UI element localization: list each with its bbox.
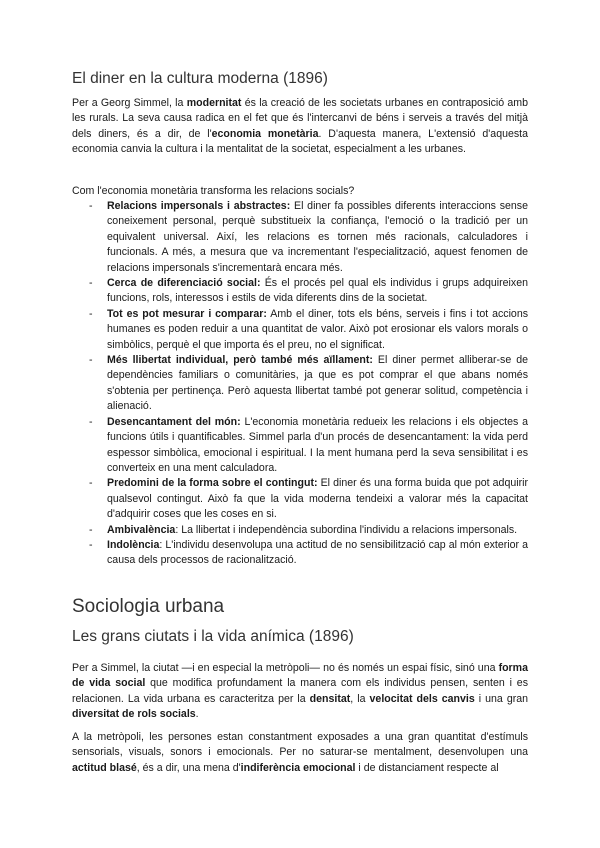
question-line: Com l'economia monetària transforma les relacions socials?	[72, 185, 355, 197]
section-heading-money-culture: El diner en la cultura moderna (1896)	[72, 70, 328, 87]
list-item: - Predomini de la forma sobre el contingut: El diner és una forma buida que pot adquirir qualsevol contingut. Això fa que la vida moderna tendeixi a valorar més la capacitat d'adquirir coses que les coses en si.	[89, 477, 528, 521]
list-item: - Desencantament del món: L'economia monetària redueix les relacions i els objectes a funcions útils i quantificables. Simmel parla d'un procés de desencantament: la vida perd espessor simbòlica, emocional i espiritual. I la ment humana perd la seva sensibilitat i es converteix en una ment calculadora.	[89, 415, 528, 474]
bullet-list	[72, 199, 528, 569]
dash-marker: -	[89, 477, 93, 490]
metropolis-paragraph: A la metròpoli, les persones estan constantment exposades a una gran quantitat d'estímuls sensorials, visuals, sonors i emocionals. Per no saturar-se mentalment, desenvolupen una actitud blasé, és a dir, una mena d'indiferència emocional i de distanciament respecte al	[72, 731, 528, 774]
list-item: - Ambivalència: La llibertat i independència subordina l'individu a relacions impersonals.	[72, 523, 528, 538]
dash-marker: -	[89, 538, 93, 551]
list-item: - Relacions impersonals i abstractes: El diner fa possibles diferents interaccions sense coneixement personal, perquè substitueix la confiança, l'emoció o la tradició per un equivalent universal. Així, les relacions es tornen més racionals, calculadores i funcionals. A més, a mesura que va incrementant l'especialització, aquest fenomen de relacions impersonals s'incrementarà encara més.	[89, 200, 528, 274]
list-item: - Més llibertat individual, però també més aïllament: El diner permet alliberar-se de dependències familiars o comunitàries, ja que es pot comprar el que abans només s'obtenia per pertinença. Però aquesta llibertat també pot generar solitud, competència i alienació.	[89, 354, 528, 413]
subsection-heading-big-cities: Les grans ciutats i la vida anímica (1896)	[72, 628, 354, 645]
list-item: - Tot es pot mesurar i comparar: Amb el diner, tots els béns, serveis i fins i tot accions humanes es poden reduir a una quantitat de valor. Això pot erosionar els valors morals o simbòlics, perquè el que importa és el preu, no el significat.	[89, 307, 529, 351]
dash-marker: -	[89, 200, 93, 212]
dash-marker: -	[89, 354, 93, 367]
city-paragraph: Per a Simmel, la ciutat —i en especial la metròpoli— no és només un espai físic, sinó una forma de vida social que modifica profundament la manera com els individus pensen, senten i es relacionen. La vida urbana es caracteritza per la densitat, la velocitat dels canvis i una gran diversitat de rols socials.	[72, 662, 529, 721]
intro-paragraph: Per a Georg Simmel, la modernitat és la creació de les societats urbanes en contraposició amb les rurals. La seva causa radica en el fet que és l'intercanvi de béns i serveis a través del mitjà dels diners, és a dir, de l'economia monetària. D'aquesta manera, L'extensió d'aquesta economia canvia la cultura i la mentalitat de la societat, especialment a les urbanes.	[72, 97, 529, 156]
list-item: - Cerca de diferenciació social: És el procés pel qual els individus i grups adquireixen funcions, rols, interessos i estils de vida diferents dins de la societat.	[89, 277, 528, 305]
dash-marker: -	[89, 307, 93, 320]
dash-marker: -	[89, 415, 93, 428]
dash-marker: -	[89, 523, 93, 536]
dash-marker: -	[89, 277, 93, 290]
section-heading-urban-sociology: Sociologia urbana	[72, 596, 225, 617]
list-item: - Indolència: L'individu desenvolupa una actitud de no sensibilització cap al món exterior a causa dels processos de racionalització.	[89, 538, 528, 567]
